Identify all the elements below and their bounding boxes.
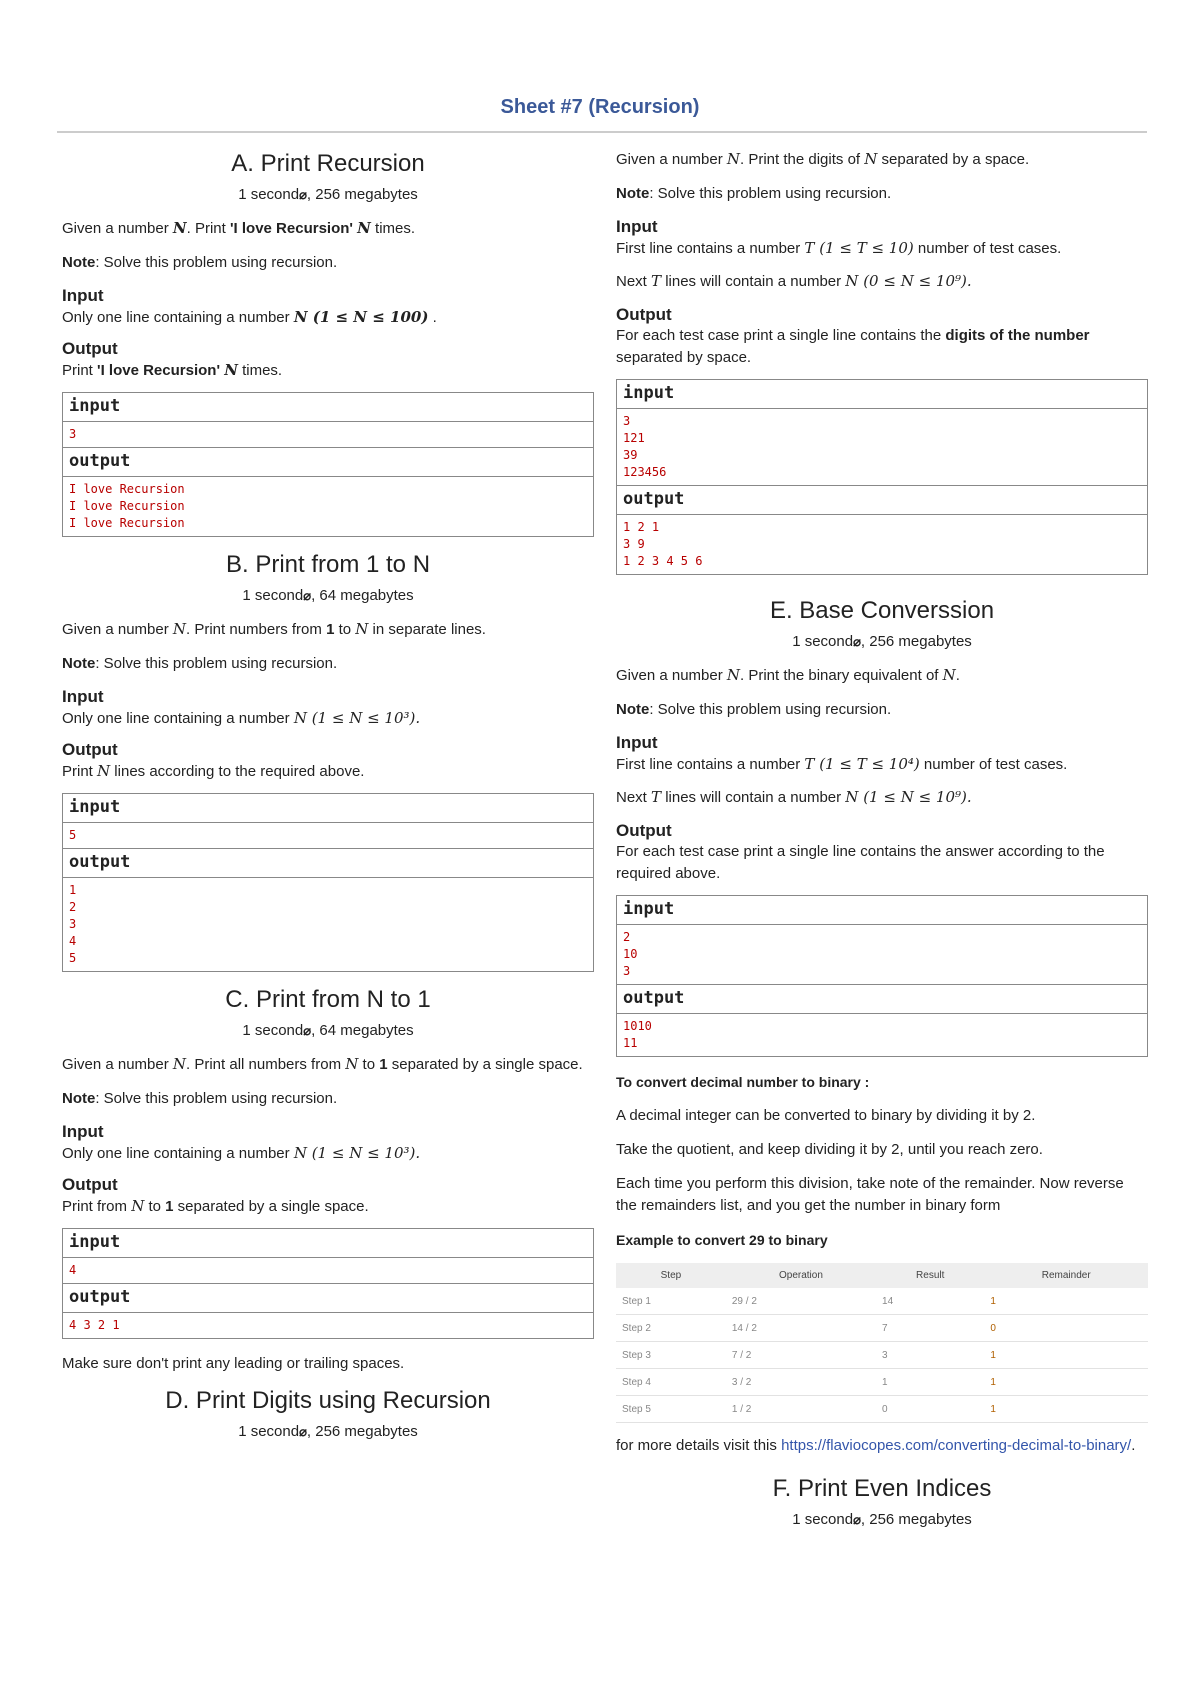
convert-step-1: A decimal integer can be converted to binary by dividing it by 2. — [616, 1107, 1036, 1124]
problem-c-note: Note: Solve this problem using recursion. — [62, 1090, 338, 1107]
problem-a-statement: Given a number N. Print 'I love Recursion' N times. — [62, 219, 416, 237]
problem-d-body — [616, 148, 1148, 575]
table-row: Step 1 29 / 2 14 1 — [616, 1288, 1148, 1315]
problem-b-limits: 1 second⌀, 64 megabytes — [242, 587, 414, 604]
table-row: Step 4 3 / 2 1 1 — [616, 1369, 1148, 1396]
sample-input[interactable]: 5 — [63, 823, 593, 849]
sample-output[interactable]: I love Recursion I love Recursion I love Recursion — [69, 482, 185, 530]
problem-b-output-heading: Output — [62, 740, 118, 759]
sample-input-label: input — [63, 1229, 593, 1258]
problem-b-note: Note: Solve this problem using recursion. — [62, 655, 338, 672]
sample-output-label: output — [63, 1284, 593, 1313]
details-link[interactable]: https://flaviocopes.com/converting-decimal-to-binary/ — [781, 1437, 1132, 1454]
clock-icon: ⌀ — [853, 634, 861, 649]
convert-heading: To convert decimal number to binary : — [616, 1074, 870, 1090]
problem-b-sample — [62, 793, 594, 972]
problem-d-note: Note: Solve this problem using recursion. — [616, 185, 892, 202]
problem-c-input-text: Only one line containing a number N (1 ≤ N ≤ 10³). — [62, 1144, 421, 1162]
problem-e-note: Note: Solve this problem using recursion. — [616, 701, 892, 718]
problem-c-output-text: Print from N to 1 separated by a single space. — [62, 1197, 369, 1215]
problem-c-limits: 1 second⌀, 64 megabytes — [242, 1022, 414, 1039]
sample-input-label: input — [63, 393, 593, 422]
sample-input-label: input — [617, 380, 1147, 409]
problem-d-sample — [616, 379, 1148, 575]
problem-a-limits — [62, 186, 594, 203]
problem-d-output-text: For each test case print a single line contains the digits of the number separated by space. — [616, 327, 1090, 366]
clock-icon: ⌀ — [303, 588, 312, 603]
sample-output[interactable]: 1 2 3 4 5 — [69, 883, 77, 965]
problem-a-title[interactable]: A. Print Recursion — [231, 150, 425, 177]
sample-input-label: input — [63, 794, 593, 823]
sample-output-label: output — [63, 448, 593, 477]
problem-e-output-text: For each test case print a single line contains the answer according to the required above. — [616, 843, 1105, 882]
sample-input[interactable]: 3 — [63, 422, 593, 448]
problem-d-statement: Given a number N. Print the digits of N separated by a space. — [616, 150, 1030, 168]
problem-d-input-line1: First line contains a number T (1 ≤ T ≤ 10) number of test cases. — [616, 239, 1062, 257]
problem-f-title[interactable]: F. Print Even Indices — [772, 1475, 992, 1502]
problem-e-input-line2: Next T lines will contain a number N (1 ≤ N ≤ 10⁹). — [616, 788, 972, 806]
problem-d-output-heading: Output — [616, 305, 672, 324]
problem-d-input-heading: Input — [616, 217, 658, 236]
clock-icon: ⌀ — [853, 1512, 861, 1527]
col-result: Result — [876, 1263, 984, 1288]
problem-e-sample — [616, 895, 1148, 1057]
memory-limit: , 256 megabytes — [306, 186, 418, 203]
left-column — [62, 150, 594, 1454]
table-row: Step 5 1 / 2 0 1 — [616, 1396, 1148, 1423]
sample-input[interactable]: 2 10 3 — [617, 925, 1147, 985]
problem-e-output-heading: Output — [616, 821, 672, 840]
problem-f-limits: 1 second⌀, 256 megabytes — [792, 1511, 972, 1528]
problem-c-footer: Make sure don't print any leading or trailing spaces. — [62, 1355, 405, 1372]
table-row: Step 3 7 / 2 3 1 — [616, 1342, 1148, 1369]
sample-output-label: output — [617, 486, 1147, 515]
sample-input[interactable]: 3 121 39 123456 — [617, 409, 1147, 486]
clock-icon: ⌀ — [299, 187, 307, 202]
sample-output-label: output — [63, 849, 593, 878]
sample-output[interactable]: 1010 11 — [623, 1019, 652, 1050]
problem-b-title[interactable]: B. Print from 1 to N — [225, 551, 431, 578]
problem-c-statement: Given a number N. Print all numbers from N to 1 separated by a single space. — [62, 1055, 583, 1073]
problem-c-input-heading: Input — [62, 1122, 104, 1141]
table-header-row — [616, 1263, 1148, 1288]
col-remainder: Remainder — [984, 1263, 1148, 1288]
clock-icon: ⌀ — [299, 1424, 307, 1439]
problem-a-input-text: Only one line containing a number N (1 ≤ N ≤ 100) . — [62, 308, 437, 326]
problem-e-statement: Given a number N. Print the binary equivalent of N. — [616, 666, 960, 684]
more-details: for more details visit this https://flaviocopes.com/converting-decimal-to-binary/. — [616, 1437, 1136, 1454]
sample-output[interactable]: 1 2 1 3 9 1 2 3 4 5 6 — [623, 520, 703, 568]
problem-b-output-text: Print N lines according to the required above. — [62, 762, 365, 780]
col-operation: Operation — [726, 1263, 876, 1288]
sample-input[interactable]: 4 — [63, 1258, 593, 1284]
problem-d-title[interactable]: D. Print Digits using Recursion — [165, 1387, 491, 1414]
clock-icon: ⌀ — [303, 1023, 312, 1038]
problem-a-note: Note: Solve this problem using recursion. — [62, 254, 338, 271]
convert-step-2: Take the quotient, and keep dividing it by 2, until you reach zero. — [616, 1141, 1043, 1158]
problem-e-title[interactable]: E. Base Converssion — [769, 597, 995, 624]
problem-c-title[interactable]: C. Print from N to 1 — [225, 986, 431, 1013]
table-row: Step 2 14 / 2 7 0 — [616, 1315, 1148, 1342]
problem-d-input-line2: Next T lines will contain a number N (0 ≤ N ≤ 10⁹). — [616, 272, 972, 290]
sample-input-label: input — [617, 896, 1147, 925]
binary-conversion-table — [616, 1263, 1148, 1423]
problem-e-limits: 1 second⌀, 256 megabytes — [792, 633, 972, 650]
time-limit: 1 second — [238, 186, 300, 203]
problem-f-header — [616, 1475, 1148, 1528]
problem-c-output-heading: Output — [62, 1175, 118, 1194]
problem-e-input-line1: First line contains a number T (1 ≤ T ≤ 10⁴) number of test cases. — [616, 755, 1068, 773]
problem-a-sample — [62, 392, 594, 537]
col-step: Step — [616, 1263, 726, 1288]
convert-step-3: Each time you perform this division, take note of the remainder. Now reverse the remainders list, and you get the number in binary form — [616, 1175, 1124, 1214]
problem-e — [616, 597, 1148, 1457]
sample-output[interactable]: 4 3 2 1 — [69, 1318, 120, 1332]
problem-a-input-heading: Input — [62, 286, 104, 305]
sample-output-label: output — [617, 985, 1147, 1014]
problem-b-input-heading: Input — [62, 687, 104, 706]
problem-b-statement: Given a number N. Print numbers from 1 to N in separate lines. — [62, 620, 486, 638]
problem-c-sample — [62, 1228, 594, 1339]
problem-b — [62, 551, 594, 972]
problem-a-output-text: Print 'I love Recursion' N times. — [62, 361, 283, 379]
title-divider — [57, 131, 1147, 133]
problem-d-limits: 1 second⌀, 256 megabytes — [238, 1423, 418, 1440]
right-column — [616, 148, 1148, 1542]
problem-d-header — [62, 1387, 594, 1440]
sheet-title: Sheet #7 (Recursion) — [500, 96, 700, 118]
problem-b-input-text: Only one line containing a number N (1 ≤ N ≤ 10³). — [62, 709, 421, 727]
problem-a-output-heading: Output — [62, 339, 118, 358]
problem-e-input-heading: Input — [616, 733, 658, 752]
problem-a — [62, 150, 594, 537]
problem-c — [62, 986, 594, 1375]
example-heading: Example to convert 29 to binary — [616, 1232, 828, 1248]
